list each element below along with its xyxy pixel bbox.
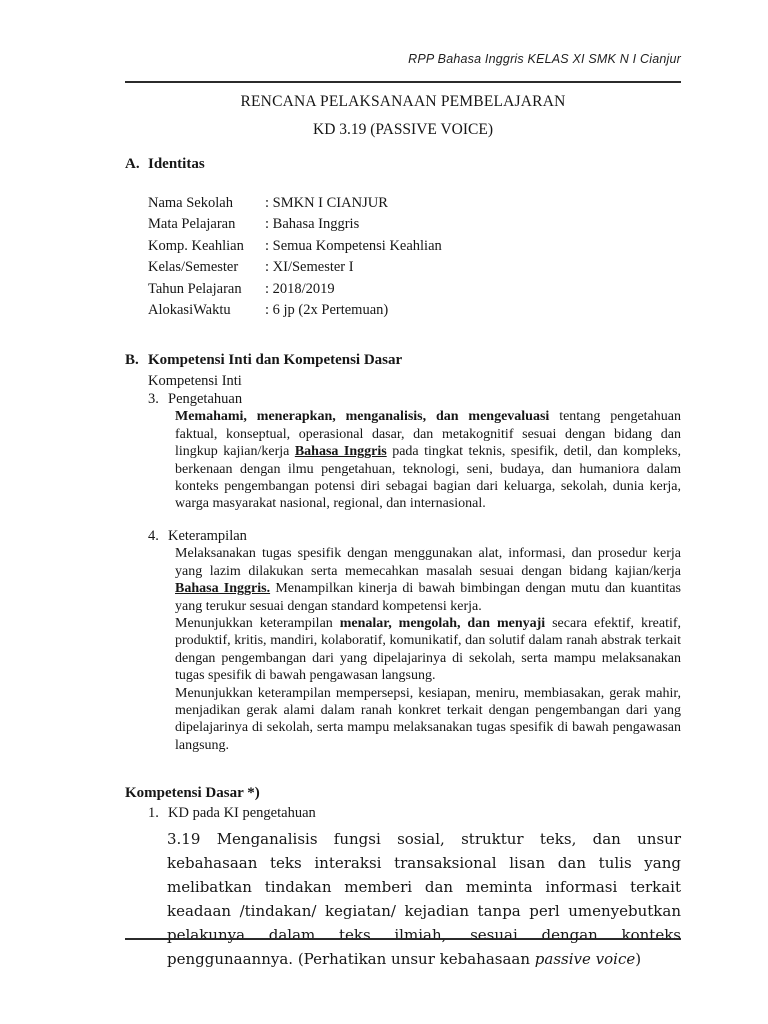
kd-3-19-paragraph: 3.19 Menganalisis fungsi sosial, struktur teks, dan unsur kebahasaan teks interaksi transaksional lisan dan tulis yang melibatkan tindakan memberi dan meminta informasi terkait keadaan /tindakan/ kegiatan/ kejadian tanpa perl umenyebutkan pelakunya dalam teks ilmiah, sesuai dengan konteks penggunaannya. (Perhatikan unsur kebahasaan passive voice) (167, 829, 681, 968)
identity-field: Nama Sekolah (148, 195, 233, 211)
section-a-label: A. (125, 156, 140, 172)
pengetahuan-paragraph: Memahami, menerapkan, menganalisis, dan mengevaluasi tentang pengetahuan faktual, konseptual, operasional dasar, dan metakognitif sesuai dengan bidang dan lingkup kajian/kerja Bahasa Inggris pada tingkat teknis, spesifik, detil, dan kompleks, berkenaan dengan ilmu pengetahuan, teknologi, seni, budaya, dan humaniora dalam konteks pengembangan potensi diri sebagai bagian dari keluarga, sekolah, dunia kerja, warga masyarakat nasional, regional, dan internasional. (175, 409, 682, 512)
page-header (125, 52, 681, 66)
identity-field: Tahun Pelajaran (148, 280, 242, 297)
kd-item-number: 1. (148, 805, 159, 822)
keterampilan-paragraph-3: Menunjukkan keterampilan mempersepsi, kesiapan, meniru, membiasakan, gerak mahir, menjadikan gerak alami dalam ranah konkret terkait dengan pengembangan dari yang dipelajarinya di sekolah, serta mampu melaksanakan tugas spesifik di bawah pengawasan langsung. (175, 685, 681, 753)
kd-item-text: KD pada KI pengetahuan (168, 805, 316, 822)
identity-row (148, 257, 681, 278)
kompetensi-inti-subheading: Kompetensi Inti (148, 373, 242, 390)
keterampilan-paragraph-2: Menunjukkan keterampilan menalar, mengolah, dan menyaji secara efektif, kreatif, produktif, kritis, mandiri, kolaboratif, komunikatif, dan solutif dalam ranah abstrak terkait dengan pengembangan dari yang dipelajarinya di sekolah, serta mampu melaksanakan tugas spesifik di bawah pengawasan langsung. (175, 616, 682, 684)
footer-divider (125, 938, 681, 940)
header-divider (125, 81, 681, 83)
document-title: RENCANA PELAKSANAAN PEMBELAJARAN (240, 93, 566, 110)
identity-value: : 2018/2019 (265, 280, 335, 297)
identity-value: : Semua Kompetensi Keahlian (265, 237, 442, 254)
identity-row (148, 279, 681, 300)
section-b-title: Kompetensi Inti dan Kompetensi Dasar (148, 352, 403, 369)
keterampilan-title: Keterampilan (168, 527, 247, 544)
header-doc-ref: RPP Bahasa Inggris KELAS XI SMK N I Cianjur (408, 52, 681, 66)
identity-field: Kelas/Semester (148, 259, 239, 276)
identity-table (148, 193, 681, 321)
kompetensi-dasar-heading: Kompetensi Dasar *) (125, 785, 260, 802)
keterampilan-number: 4. (148, 527, 159, 544)
identity-field: Komp. Keahlian (148, 237, 244, 254)
keterampilan-heading (148, 528, 681, 546)
identity-field: Mata Pelajaran (148, 216, 236, 233)
kd-item-1 (148, 805, 681, 823)
identity-value: : XI/Semester I (265, 259, 354, 276)
keterampilan-paragraph-1: Melaksanakan tugas spesifik dengan menggunakan alat, informasi, dan prosedur kerja yang lazim dilakukan serta memecahkan masalah sesuai dengan bidang kajian/kerja Bahasa Inggris. Menampilkan kinerja di bawah bimbingan dengan mutu dan kuantitas yang terukur sesuai dengan standard kompetensi kerja. (175, 546, 682, 614)
identity-row (148, 193, 681, 214)
identity-row (148, 236, 681, 257)
identity-row (148, 300, 681, 321)
identity-value: : SMKN I CIANJUR (265, 195, 388, 211)
identity-row (148, 214, 681, 235)
identity-value: : 6 jp (2x Pertemuan) (265, 302, 389, 319)
identity-field: AlokasiWaktu (148, 302, 231, 319)
section-a-title: Identitas (148, 156, 205, 172)
document-subtitle: KD 3.19 (PASSIVE VOICE) (313, 121, 493, 138)
section-b-label: B. (125, 352, 139, 369)
section-b-heading (125, 351, 681, 369)
pengetahuan-title: Pengetahuan (168, 390, 243, 407)
identity-value: : Bahasa Inggris (265, 216, 360, 233)
pengetahuan-number: 3. (148, 390, 159, 407)
pengetahuan-heading (148, 391, 681, 409)
section-a-heading (125, 155, 681, 173)
